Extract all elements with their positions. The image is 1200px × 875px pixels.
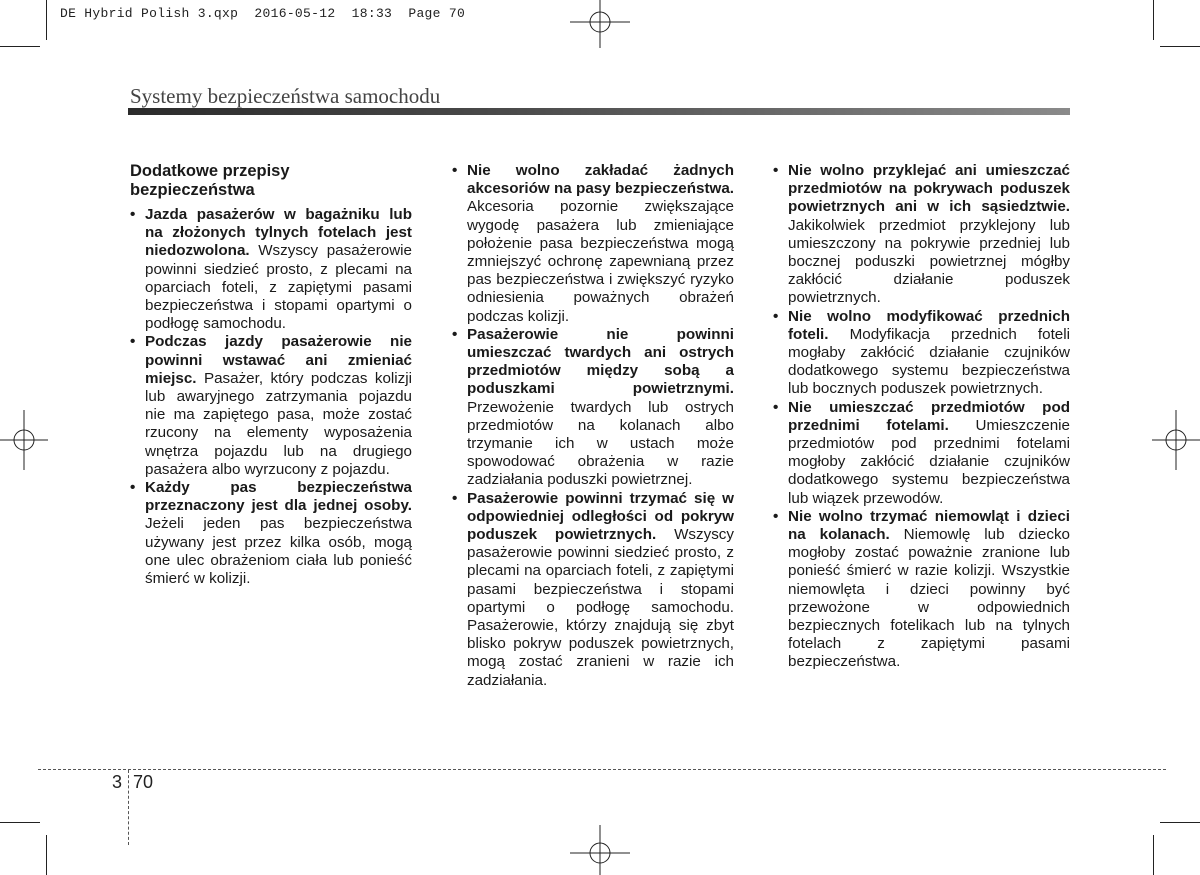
crop-mark (0, 822, 40, 823)
crop-mark (46, 0, 47, 40)
item-text: Wszyscy pasażerowie powinni siedzieć prosto, z plecami na oparciach foteli, z zapiętymi pasami bezpieczeństwa i stopami opartymi o podłogę samochodu. (145, 242, 412, 333)
item-bold-lead: Nie umieszczać przedmiotów pod przednimi fotelami. (788, 398, 1070, 434)
print-header: DE Hybrid Polish 3.qxp 2016-05-12 18:33 Page 70 (60, 6, 466, 21)
item-bold-lead: Jazda pasażerów w bagażniku lub na złożonych tylnych fotelach jest niedozwolona. (145, 206, 412, 260)
footer-vertical-divider (128, 770, 129, 845)
item-bold-lead: Podczas jazdy pasażerowie nie powinni wstawać ani zmieniać miejsc. (145, 333, 412, 387)
list-item (130, 333, 412, 479)
crop-mark (1153, 0, 1154, 40)
subsection-heading: Dodatkowe przepisy bezpieczeństwa (130, 162, 290, 199)
list-item (452, 490, 734, 690)
item-bold-lead: Nie wolno modyfikować przednich foteli. (788, 307, 1070, 343)
title-underline-bar (128, 108, 1070, 115)
list-item (130, 479, 412, 588)
item-text: Umieszczenie przedmiotów pod przednimi fotelami mogłoby zakłócić działanie czujników dodatkowego systemu bezpieczeństwa lub wiązek przewodów. (788, 416, 1070, 507)
list-item (773, 508, 1070, 672)
item-bold-lead: Pasażerowie powinni trzymać się w odpowiedniej odległości od pokryw poduszek powietrznych. (467, 489, 734, 544)
crop-mark (46, 835, 47, 875)
item-bold-lead: Nie wolno przyklejać ani umieszczać przedmiotów na pokrywach poduszek powietrznych ani w ich sąsiedztwie. (788, 162, 1070, 216)
text-column-2 (452, 162, 734, 690)
item-text: Pasażer, który podczas kolizji lub awaryjnego zatrzymania pojazdu nie ma zapiętego pasa, może zostać rzucony na elementy wyposażenia wnętrza pojazdu lub na drugiego pasażera albo wyrzucony z pojazdu. (145, 369, 412, 478)
crop-mark (1153, 835, 1154, 875)
chapter-number: 3 (112, 772, 123, 792)
list-item (452, 162, 734, 326)
list-item (773, 162, 1070, 308)
registration-mark-icon (570, 825, 630, 875)
text-column-3 (773, 162, 1070, 672)
item-text: Wszyscy pasażerowie powinni siedzieć prosto, z plecami na oparciach foteli, z zapiętymi pasami bezpieczeństwa i stopami opartymi o podłogę samochodu. Pasażerowie, którzy znajdują się zbyt blisko pokryw poduszek powietrznych, mogą zostać zranieni w razie ich zadziałania. (467, 526, 734, 689)
item-bold-lead: Każdy pas bezpieczeństwa przeznaczony jest dla jednej osoby. (145, 479, 412, 515)
item-text: Jakikolwiek przedmiot przyklejony lub umieszczony na pokrywie przedniej lub bocznej poduszki powietrznej mógłby zakłócić działanie poduszek powietrznych. (788, 216, 1070, 307)
footer-divider (38, 769, 1166, 770)
item-bold-lead: Nie wolno zakładać żadnych akcesoriów na pasy bezpieczeństwa. (467, 162, 734, 198)
item-text: Modyfikacja przednich foteli mogłaby zakłócić działanie czujników dodatkowego systemu bezpieczeństwa lub bocznych poduszek powietrznych. (788, 325, 1070, 398)
crop-mark (0, 46, 40, 47)
item-text: Akcesoria pozornie zwiększające wygodę pasażera lub zmieniające położenie pasa bezpieczeństwa mogą zmniejszyć ochronę zapewnianą przez pas bezpieczeństwa i zwiększyć ryzyko odniesienia poważnych obrażeń podczas kolizji. (467, 198, 734, 325)
registration-mark-icon (570, 0, 630, 48)
section-title: Systemy bezpieczeństwa samochodu (130, 84, 441, 108)
crop-mark (1160, 822, 1200, 823)
item-text: Przewożenie twardych lub ostrych przedmiotów na kolanach albo trzymanie ich w ustach może spowodować obrażenia w razie zadziałania poduszki powietrznej. (467, 398, 734, 489)
list-item (773, 308, 1070, 399)
crop-mark (1160, 46, 1200, 47)
item-text: Jeżeli jeden pas bezpieczeństwa używany jest przez kilka osób, mogą one ulec obrażeniom ciała lub ponieść śmierć w kolizji. (145, 515, 412, 588)
item-text: Niemowlę lub dziecko mogłoby zostać poważnie zranione lub ponieść śmierć w razie kolizji. Wszystkie niemowlęta i dzieci powinny być przewożone w odpowiednich bezpiecznych fotelikach lub na tylnych fotelach z zapiętymi pasami bezpieczeństwa. (788, 526, 1070, 671)
list-item (452, 326, 734, 490)
registration-mark-icon (0, 410, 48, 470)
item-bold-lead: Pasażerowie nie powinni umieszczać twardych ani ostrych przedmiotów między sobą a poduszkami powietrznymi. (467, 325, 734, 398)
registration-mark-icon (1152, 410, 1200, 470)
list-item (773, 399, 1070, 508)
list-item (130, 206, 412, 333)
page-number: 70 (133, 772, 154, 792)
item-bold-lead: Nie wolno trzymać niemowląt i dzieci na kolanach. (788, 507, 1070, 544)
text-column-1 (130, 162, 412, 588)
